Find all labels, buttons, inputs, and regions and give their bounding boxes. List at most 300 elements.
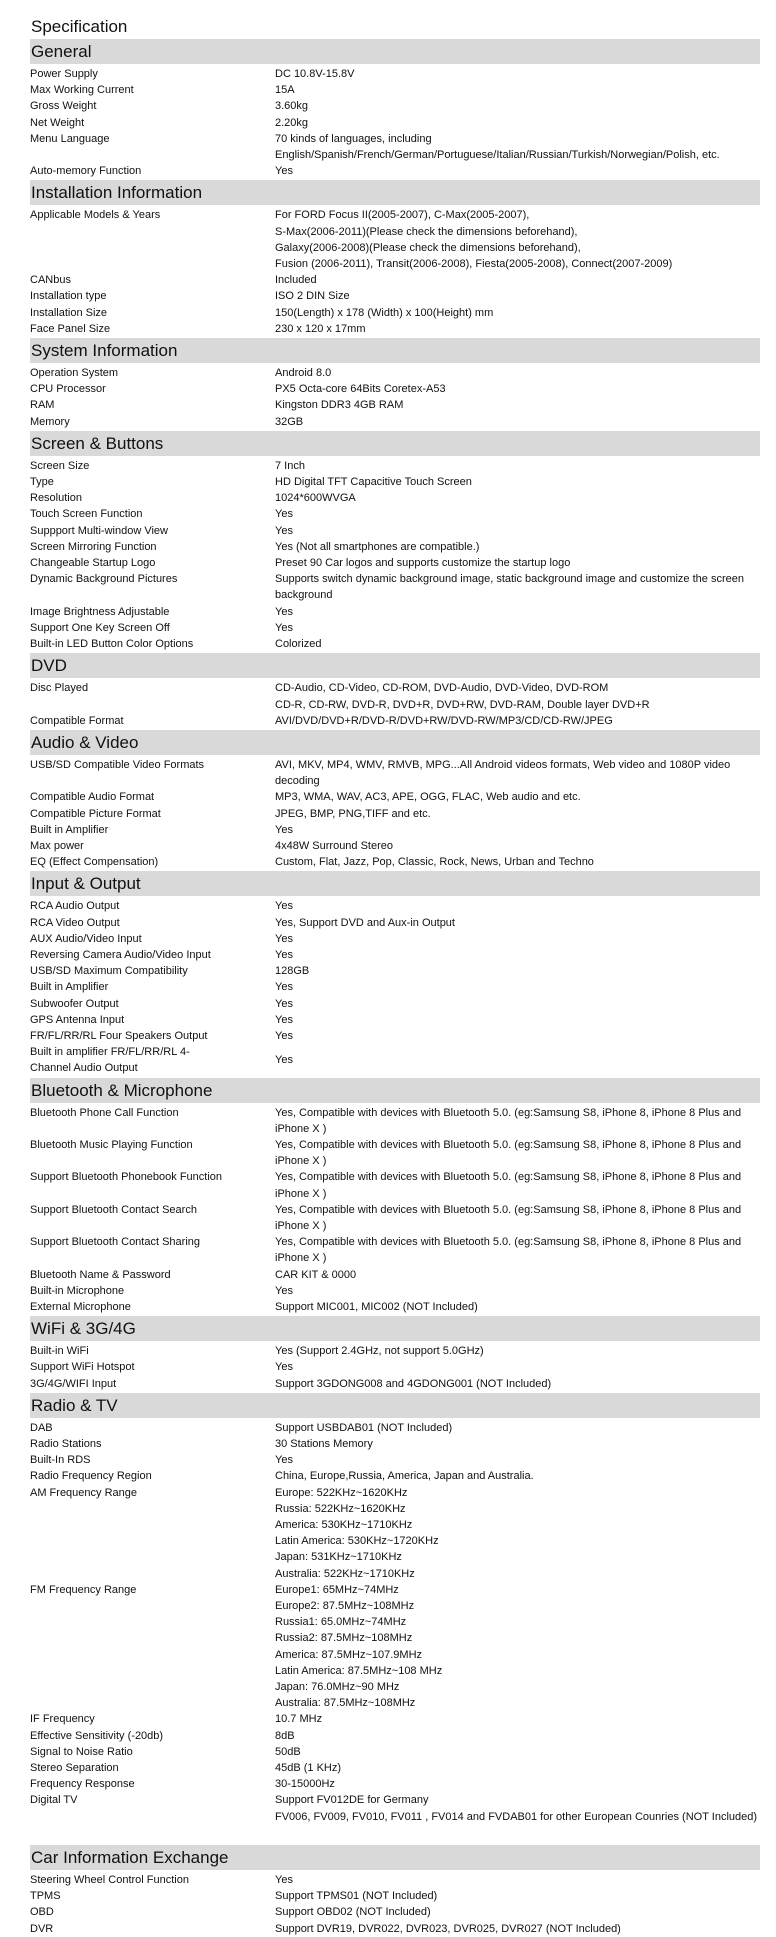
spec-label	[30, 1436, 275, 1452]
spec-label-text: Built in Amplifier	[30, 981, 109, 994]
spec-value	[275, 1299, 760, 1315]
spec-value	[275, 1904, 760, 1920]
section-heading: Installation Information	[30, 180, 760, 205]
spec-value	[275, 947, 760, 963]
spec-row	[30, 414, 760, 430]
spec-label-text: Compatible Picture Format	[30, 807, 161, 820]
spec-row	[30, 539, 760, 555]
spec-row	[30, 474, 760, 490]
spec-label-text: IF Frequency	[30, 1713, 95, 1726]
spec-label-text: Image Brightness Adjustable	[30, 605, 170, 618]
spec-label	[30, 1904, 275, 1920]
spec-value	[275, 757, 760, 789]
spec-value	[275, 604, 760, 620]
spec-value-line: PX5 Octa-core 64Bits Coretex-A53	[275, 383, 446, 396]
spec-label	[30, 996, 275, 1012]
spec-label	[30, 680, 275, 712]
spec-value-line: Yes, Compatible with devices with Bluetooth 5.0. (eg:Samsung S8, iPhone 8, iPhone 8 Plus and	[275, 1138, 742, 1151]
spec-value	[275, 305, 760, 321]
spec-row	[30, 1012, 760, 1028]
spec-value-line: 7 Inch	[275, 459, 305, 472]
spec-label	[30, 1452, 275, 1468]
spec-row	[30, 523, 760, 539]
spec-value-line: 30 Stations Memory	[275, 1438, 373, 1451]
spec-label-text: FR/FL/RR/RL Four Speakers Output	[30, 1029, 208, 1042]
spec-value-line: Yes	[275, 165, 293, 178]
spec-value-line: Support USBDAB01 (NOT Included)	[275, 1421, 453, 1434]
spec-label-text: Bluetooth Music Playing Function	[30, 1138, 193, 1151]
spec-value	[275, 523, 760, 539]
section-rows	[30, 1341, 760, 1392]
spec-value	[275, 1420, 760, 1436]
spec-value	[275, 381, 760, 397]
spec-label	[30, 163, 275, 179]
spec-value-line: Support TPMS01 (NOT Included)	[275, 1890, 438, 1903]
spec-value-line: China, Europe,Russia, America, Japan and Australia.	[275, 1470, 534, 1483]
spec-row	[30, 1485, 760, 1582]
spec-label	[30, 963, 275, 979]
section-heading: Car Information Exchange	[30, 1845, 760, 1870]
spec-row	[30, 1582, 760, 1712]
section-rows	[30, 1103, 760, 1316]
spec-label	[30, 1376, 275, 1392]
spec-section	[30, 653, 760, 729]
spec-label-text: Reversing Camera Audio/Video Input	[30, 948, 211, 961]
spec-value	[275, 458, 760, 474]
spec-value-line: Support FV012DE for Germany	[275, 1794, 429, 1807]
spec-row	[30, 555, 760, 571]
spec-value-line: Yes, Compatible with devices with Bluetooth 5.0. (eg:Samsung S8, iPhone 8, iPhone 8 Plus and	[275, 1203, 742, 1216]
spec-label-text: USB/SD Compatible Video Formats	[30, 758, 205, 771]
spec-label	[30, 1468, 275, 1484]
spec-value	[275, 636, 760, 652]
spec-row	[30, 963, 760, 979]
spec-label	[30, 854, 275, 870]
spec-value-line: Custom, Flat, Jazz, Pop, Classic, Rock, News, Urban and Techno	[275, 856, 594, 869]
spec-value	[275, 1872, 760, 1888]
spec-row	[30, 1776, 760, 1792]
spec-label	[30, 365, 275, 381]
spec-sheet	[30, 14, 760, 1937]
spec-label-text: Radio Stations	[30, 1438, 102, 1451]
spec-row	[30, 1452, 760, 1468]
spec-value-line: Support 3GDONG008 and 4GDONG001 (NOT Included)	[275, 1377, 552, 1390]
spec-label-text: Disc Played	[30, 682, 89, 695]
spec-row	[30, 1044, 760, 1076]
spec-label	[30, 66, 275, 82]
spec-value	[275, 1468, 760, 1484]
spec-section	[30, 1393, 760, 1825]
spec-label-text: OBD	[30, 1906, 54, 1919]
spec-label	[30, 1485, 275, 1582]
spec-row	[30, 1744, 760, 1760]
spec-value-line: 128GB	[275, 965, 310, 978]
spec-label	[30, 822, 275, 838]
spec-row	[30, 757, 760, 789]
spec-label	[30, 1359, 275, 1375]
spec-value-line: Yes	[275, 900, 293, 913]
spec-label-text: DAB	[30, 1421, 53, 1434]
spec-label-text: AM Frequency Range	[30, 1486, 137, 1499]
spec-row	[30, 806, 760, 822]
spec-label-text: Support Bluetooth Phonebook Function	[30, 1171, 223, 1184]
spec-value-line: Yes	[275, 981, 293, 994]
spec-label-text: FM Frequency Range	[30, 1583, 137, 1596]
spec-row	[30, 1921, 760, 1937]
spec-label	[30, 272, 275, 288]
spec-row	[30, 288, 760, 304]
spec-row	[30, 898, 760, 914]
spec-row	[30, 1420, 760, 1436]
spec-value-line: America: 530KHz~1710KHz	[275, 1519, 413, 1532]
spec-value-line: S-Max(2006-2011)(Please check the dimensions beforehand),	[275, 225, 578, 238]
spec-label	[30, 381, 275, 397]
spec-label-text: Stereo Separation	[30, 1762, 119, 1775]
spec-value	[275, 1760, 760, 1776]
spec-row	[30, 1376, 760, 1392]
spec-row	[30, 1202, 760, 1234]
spec-value-line: Colorized	[275, 638, 322, 651]
spec-value-line: Support MIC001, MIC002 (NOT Included)	[275, 1301, 478, 1313]
section-rows	[30, 363, 760, 430]
spec-row	[30, 1105, 760, 1137]
spec-value-line: Yes, Compatible with devices with Bluetooth 5.0. (eg:Samsung S8, iPhone 8, iPhone 8 Plus and	[275, 1106, 742, 1119]
spec-row	[30, 1760, 760, 1776]
spec-label	[30, 713, 275, 729]
spec-value-line: Yes	[275, 1013, 293, 1026]
spec-row	[30, 915, 760, 931]
spec-value-line: 70 kinds of languages, including	[275, 132, 432, 145]
spec-label	[30, 789, 275, 805]
spec-row	[30, 397, 760, 413]
spec-label-text: USB/SD Maximum Compatibility	[30, 965, 188, 978]
spec-label	[30, 474, 275, 490]
spec-value-line: 230 x 120 x 17mm	[275, 322, 366, 335]
spec-label	[30, 539, 275, 555]
spec-section	[30, 1078, 760, 1316]
section-heading: System Information	[30, 338, 760, 363]
spec-row	[30, 1283, 760, 1299]
spec-value-line: Yes	[275, 524, 293, 537]
spec-value-line: Yes	[275, 932, 293, 945]
spec-label-text: Net Weight	[30, 116, 85, 129]
section-heading: WiFi & 3G/4G	[30, 1316, 760, 1341]
spec-row	[30, 305, 760, 321]
spec-value-line: 1024*600WVGA	[275, 492, 356, 505]
spec-row	[30, 822, 760, 838]
spec-value	[275, 82, 760, 98]
spec-label-text: Screen Size	[30, 459, 90, 472]
spec-label-text: Menu Language	[30, 132, 110, 145]
spec-value-line: 3.60kg	[275, 100, 309, 113]
spec-label	[30, 397, 275, 413]
spec-value	[275, 620, 760, 636]
spec-label	[30, 1202, 275, 1234]
spec-row	[30, 207, 760, 272]
spec-label-text: Screen Mirroring Function	[30, 540, 157, 553]
spec-row	[30, 1792, 760, 1824]
spec-value-line: English/Spanish/French/German/Portuguese/Italian/Russian/Turkish/Norwegian/Polish, etc.	[275, 149, 720, 162]
spec-label-text: TPMS	[30, 1890, 61, 1903]
spec-row	[30, 115, 760, 131]
spec-value-line: Yes	[275, 948, 293, 961]
spec-label	[30, 1888, 275, 1904]
spec-row	[30, 1267, 760, 1283]
spec-value-line: Latin America: 87.5MHz~108 MHz	[275, 1664, 443, 1677]
spec-label	[30, 636, 275, 652]
spec-label	[30, 604, 275, 620]
spec-label-text: 3G/4G/WIFI Input	[30, 1377, 117, 1390]
spec-row	[30, 321, 760, 337]
spec-label	[30, 1343, 275, 1359]
spec-label-text: Built in Amplifier	[30, 823, 109, 836]
spec-value	[275, 1452, 760, 1468]
spec-row	[30, 1711, 760, 1727]
spec-label	[30, 1044, 230, 1076]
spec-label-text: Max Working Current	[30, 84, 134, 97]
spec-value-line: AVI/DVD/DVD+R/DVD-R/DVD+RW/DVD-RW/MP3/CD/CD-RW/JPEG	[275, 714, 613, 727]
spec-value-line: Europe1: 65MHz~74MHz	[275, 1583, 399, 1596]
spec-value-line: iPhone X )	[275, 1252, 327, 1265]
spec-value-line: 45dB (1 KHz)	[275, 1762, 342, 1775]
spec-value-line: Yes	[275, 1361, 293, 1374]
spec-label-text: RCA Audio Output	[30, 900, 120, 913]
spec-value-line: Yes (Not all smartphones are compatible.)	[275, 540, 480, 553]
spec-value	[275, 1359, 760, 1375]
spec-label	[30, 1169, 275, 1201]
spec-label-text: Max power	[30, 839, 84, 852]
spec-value	[275, 1436, 760, 1452]
section-heading: Input & Output	[30, 871, 760, 896]
spec-value	[275, 272, 760, 288]
spec-value	[275, 931, 760, 947]
spec-label	[30, 1921, 275, 1937]
spec-label-text: Built-in LED Button Color Options	[30, 638, 194, 651]
spec-section	[30, 180, 760, 337]
spec-row	[30, 1728, 760, 1744]
spec-value-line: AVI, MKV, MP4, WMV, RMVB, MPG...All Android videos formats, Web video and 1080P video	[275, 758, 731, 771]
spec-label	[30, 1792, 275, 1824]
spec-row	[30, 1343, 760, 1359]
spec-value-line: 2.20kg	[275, 116, 309, 129]
spec-value-line: Yes	[275, 508, 293, 521]
spec-value	[275, 131, 760, 163]
section-heading: Radio & TV	[30, 1393, 760, 1418]
spec-value-line: Support DVR19, DVR022, DVR023, DVR025, DVR027 (NOT Included)	[275, 1922, 621, 1935]
spec-value-line: 4x48W Surround Stereo	[275, 839, 394, 852]
spec-value	[275, 1169, 760, 1201]
spec-label-text: External Microphone	[30, 1301, 131, 1313]
spec-value-line: CD-R, CD-RW, DVD-R, DVD+R, DVD+RW, DVD-RAM, Double layer DVD+R	[275, 698, 650, 711]
spec-label-text: Dynamic Background Pictures	[30, 573, 178, 586]
spec-row	[30, 931, 760, 947]
spec-value-line: Australia: 522KHz~1710KHz	[275, 1567, 415, 1580]
spec-value-line: America: 87.5MHz~107.9MHz	[275, 1648, 423, 1661]
spec-label	[30, 979, 275, 995]
spec-value	[275, 474, 760, 490]
section-heading: DVD	[30, 653, 760, 678]
spec-value	[275, 996, 760, 1012]
spec-label-text: Digital TV	[30, 1794, 78, 1807]
spec-label	[30, 414, 275, 430]
spec-value	[275, 806, 760, 822]
spec-value	[275, 1234, 760, 1266]
spec-label	[30, 82, 275, 98]
spec-row	[30, 979, 760, 995]
spec-value-line: Latin America: 530KHz~1720KHz	[275, 1535, 439, 1548]
spec-row	[30, 789, 760, 805]
spec-label	[30, 131, 275, 163]
spec-value-line: CD-Audio, CD-Video, CD-ROM, DVD-Audio, DVD-Video, DVD-ROM	[275, 682, 609, 695]
spec-label	[30, 1105, 275, 1137]
spec-value	[275, 1485, 760, 1582]
spec-value-line: Support OBD02 (NOT Included)	[275, 1906, 431, 1919]
spec-label	[30, 1776, 275, 1792]
spec-value	[275, 1267, 760, 1283]
spec-row	[30, 571, 760, 603]
spec-value	[275, 1776, 760, 1792]
spec-value	[275, 1202, 760, 1234]
spec-sections	[30, 39, 760, 1937]
spec-label-text: CANbus	[30, 274, 71, 287]
spec-label-text: Compatible Audio Format	[30, 791, 155, 804]
spec-label	[30, 915, 275, 931]
spec-value-line: Australia: 87.5MHz~108MHz	[275, 1697, 416, 1710]
spec-value	[275, 713, 760, 729]
spec-value-line: Supports switch dynamic background image, static background image and customize the screen	[275, 573, 744, 586]
spec-value	[275, 838, 760, 854]
spec-value-line: 8dB	[275, 1729, 295, 1742]
spec-label-text: Radio Frequency Region	[30, 1470, 152, 1483]
spec-label	[30, 1420, 275, 1436]
spec-row	[30, 66, 760, 82]
spec-value	[275, 1921, 760, 1937]
spec-value	[275, 915, 760, 931]
section-rows	[30, 678, 760, 729]
section-rows	[30, 456, 760, 652]
spec-label-text: Installation type	[30, 290, 107, 303]
spec-value-line: 32GB	[275, 415, 304, 428]
spec-label-text: Frequency Response	[30, 1778, 135, 1791]
spec-label	[30, 1711, 275, 1727]
spec-value-line: CAR KIT & 0000	[275, 1268, 357, 1281]
spec-value-line: Yes	[275, 1029, 293, 1042]
spec-label	[30, 1744, 275, 1760]
section-rows	[30, 64, 760, 179]
spec-label-text: Compatible Format	[30, 714, 124, 727]
spec-value-line: Android 8.0	[275, 367, 332, 380]
spec-row	[30, 365, 760, 381]
spec-section	[30, 338, 760, 430]
spec-value	[275, 979, 760, 995]
spec-label-text: EQ (Effect Compensation)	[30, 856, 159, 869]
spec-label	[30, 620, 275, 636]
spec-row	[30, 1904, 760, 1920]
spec-value-line: Yes (Support 2.4GHz, not support 5.0GHz)	[275, 1345, 484, 1358]
spec-row	[30, 604, 760, 620]
spec-label	[30, 1582, 275, 1712]
section-heading: Bluetooth & Microphone	[30, 1078, 760, 1103]
spec-label-text: Built in amplifier FR/FL/RR/RL 4-Channel Audio Output	[30, 1046, 190, 1075]
spec-value	[275, 555, 760, 571]
spec-value	[275, 1792, 760, 1824]
spec-value-line: DC 10.8V-15.8V	[275, 68, 355, 80]
spec-row	[30, 506, 760, 522]
spec-value	[275, 490, 760, 506]
spec-label	[30, 757, 275, 789]
spec-value-line: Yes, Compatible with devices with Bluetooth 5.0. (eg:Samsung S8, iPhone 8, iPhone 8 Plus and	[275, 1236, 742, 1249]
spec-label-text: Built-In RDS	[30, 1454, 91, 1467]
spec-value-line: Yes	[275, 1054, 293, 1067]
spec-label	[30, 1267, 275, 1283]
spec-value-line: Yes	[275, 605, 293, 618]
spec-label	[30, 555, 275, 571]
spec-value-line: Yes	[275, 1873, 293, 1886]
spec-value	[275, 539, 760, 555]
spec-row	[30, 854, 760, 870]
spec-label	[30, 1299, 275, 1315]
spec-label-text: RAM	[30, 399, 55, 412]
spec-value	[275, 1711, 760, 1727]
spec-value	[275, 680, 760, 712]
spec-label	[30, 1283, 275, 1299]
spec-value-line: ISO 2 DIN Size	[275, 290, 350, 303]
spec-value-line: FV006, FV009, FV010, FV011 , FV014 and FVDAB01 for other European Counries (NOT Included)	[275, 1810, 758, 1823]
spec-label-text: AUX Audio/Video Input	[30, 932, 142, 945]
spec-value	[275, 1582, 760, 1712]
spec-label	[30, 947, 275, 963]
spec-label-text: Signal to Noise Ratio	[30, 1745, 133, 1758]
spec-label	[30, 98, 275, 114]
spec-label	[30, 898, 275, 914]
spec-value-line: MP3, WMA, WAV, AC3, APE, OGG, FLAC, Web audio and etc.	[275, 791, 581, 804]
spec-row	[30, 713, 760, 729]
spec-value-line: iPhone X )	[275, 1219, 327, 1232]
spec-value-line: 10.7 MHz	[275, 1713, 323, 1726]
spec-value-line: Europe: 522KHz~1620KHz	[275, 1486, 408, 1499]
spec-label	[30, 288, 275, 304]
page-title: Specification	[31, 17, 128, 36]
spec-value	[275, 898, 760, 914]
spec-label-text: Bluetooth Phone Call Function	[30, 1106, 179, 1119]
spec-label-text: Changeable Startup Logo	[30, 557, 156, 570]
spec-label	[30, 321, 275, 337]
spec-value-line: For FORD Focus II(2005-2007), C-Max(2005-2007),	[275, 209, 530, 222]
spec-value	[275, 1052, 760, 1068]
spec-label-text: Type	[30, 476, 54, 489]
spec-value	[275, 98, 760, 114]
spec-value-line: Yes	[275, 823, 293, 836]
section-rows	[30, 205, 760, 337]
spec-label	[30, 523, 275, 539]
spec-value-line: Preset 90 Car logos and supports customize the startup logo	[275, 557, 571, 570]
section-rows	[30, 1418, 760, 1825]
spec-label-text: Operation System	[30, 367, 119, 380]
spec-label	[30, 1760, 275, 1776]
spec-value-line: Japan: 531KHz~1710KHz	[275, 1551, 402, 1564]
spec-value-line: Russia2: 87.5MHz~108MHz	[275, 1632, 413, 1645]
spec-value	[275, 1283, 760, 1299]
spec-row	[30, 1028, 760, 1044]
spec-label-text: Face Panel Size	[30, 322, 111, 335]
spec-label-text: Subwoofer Output	[30, 997, 119, 1010]
spec-value-line: Yes	[275, 1454, 293, 1467]
spec-value	[275, 321, 760, 337]
spec-row	[30, 620, 760, 636]
spec-value-line: Yes, Support DVD and Aux-in Output	[275, 916, 455, 929]
spec-row	[30, 381, 760, 397]
spec-label	[30, 207, 275, 272]
